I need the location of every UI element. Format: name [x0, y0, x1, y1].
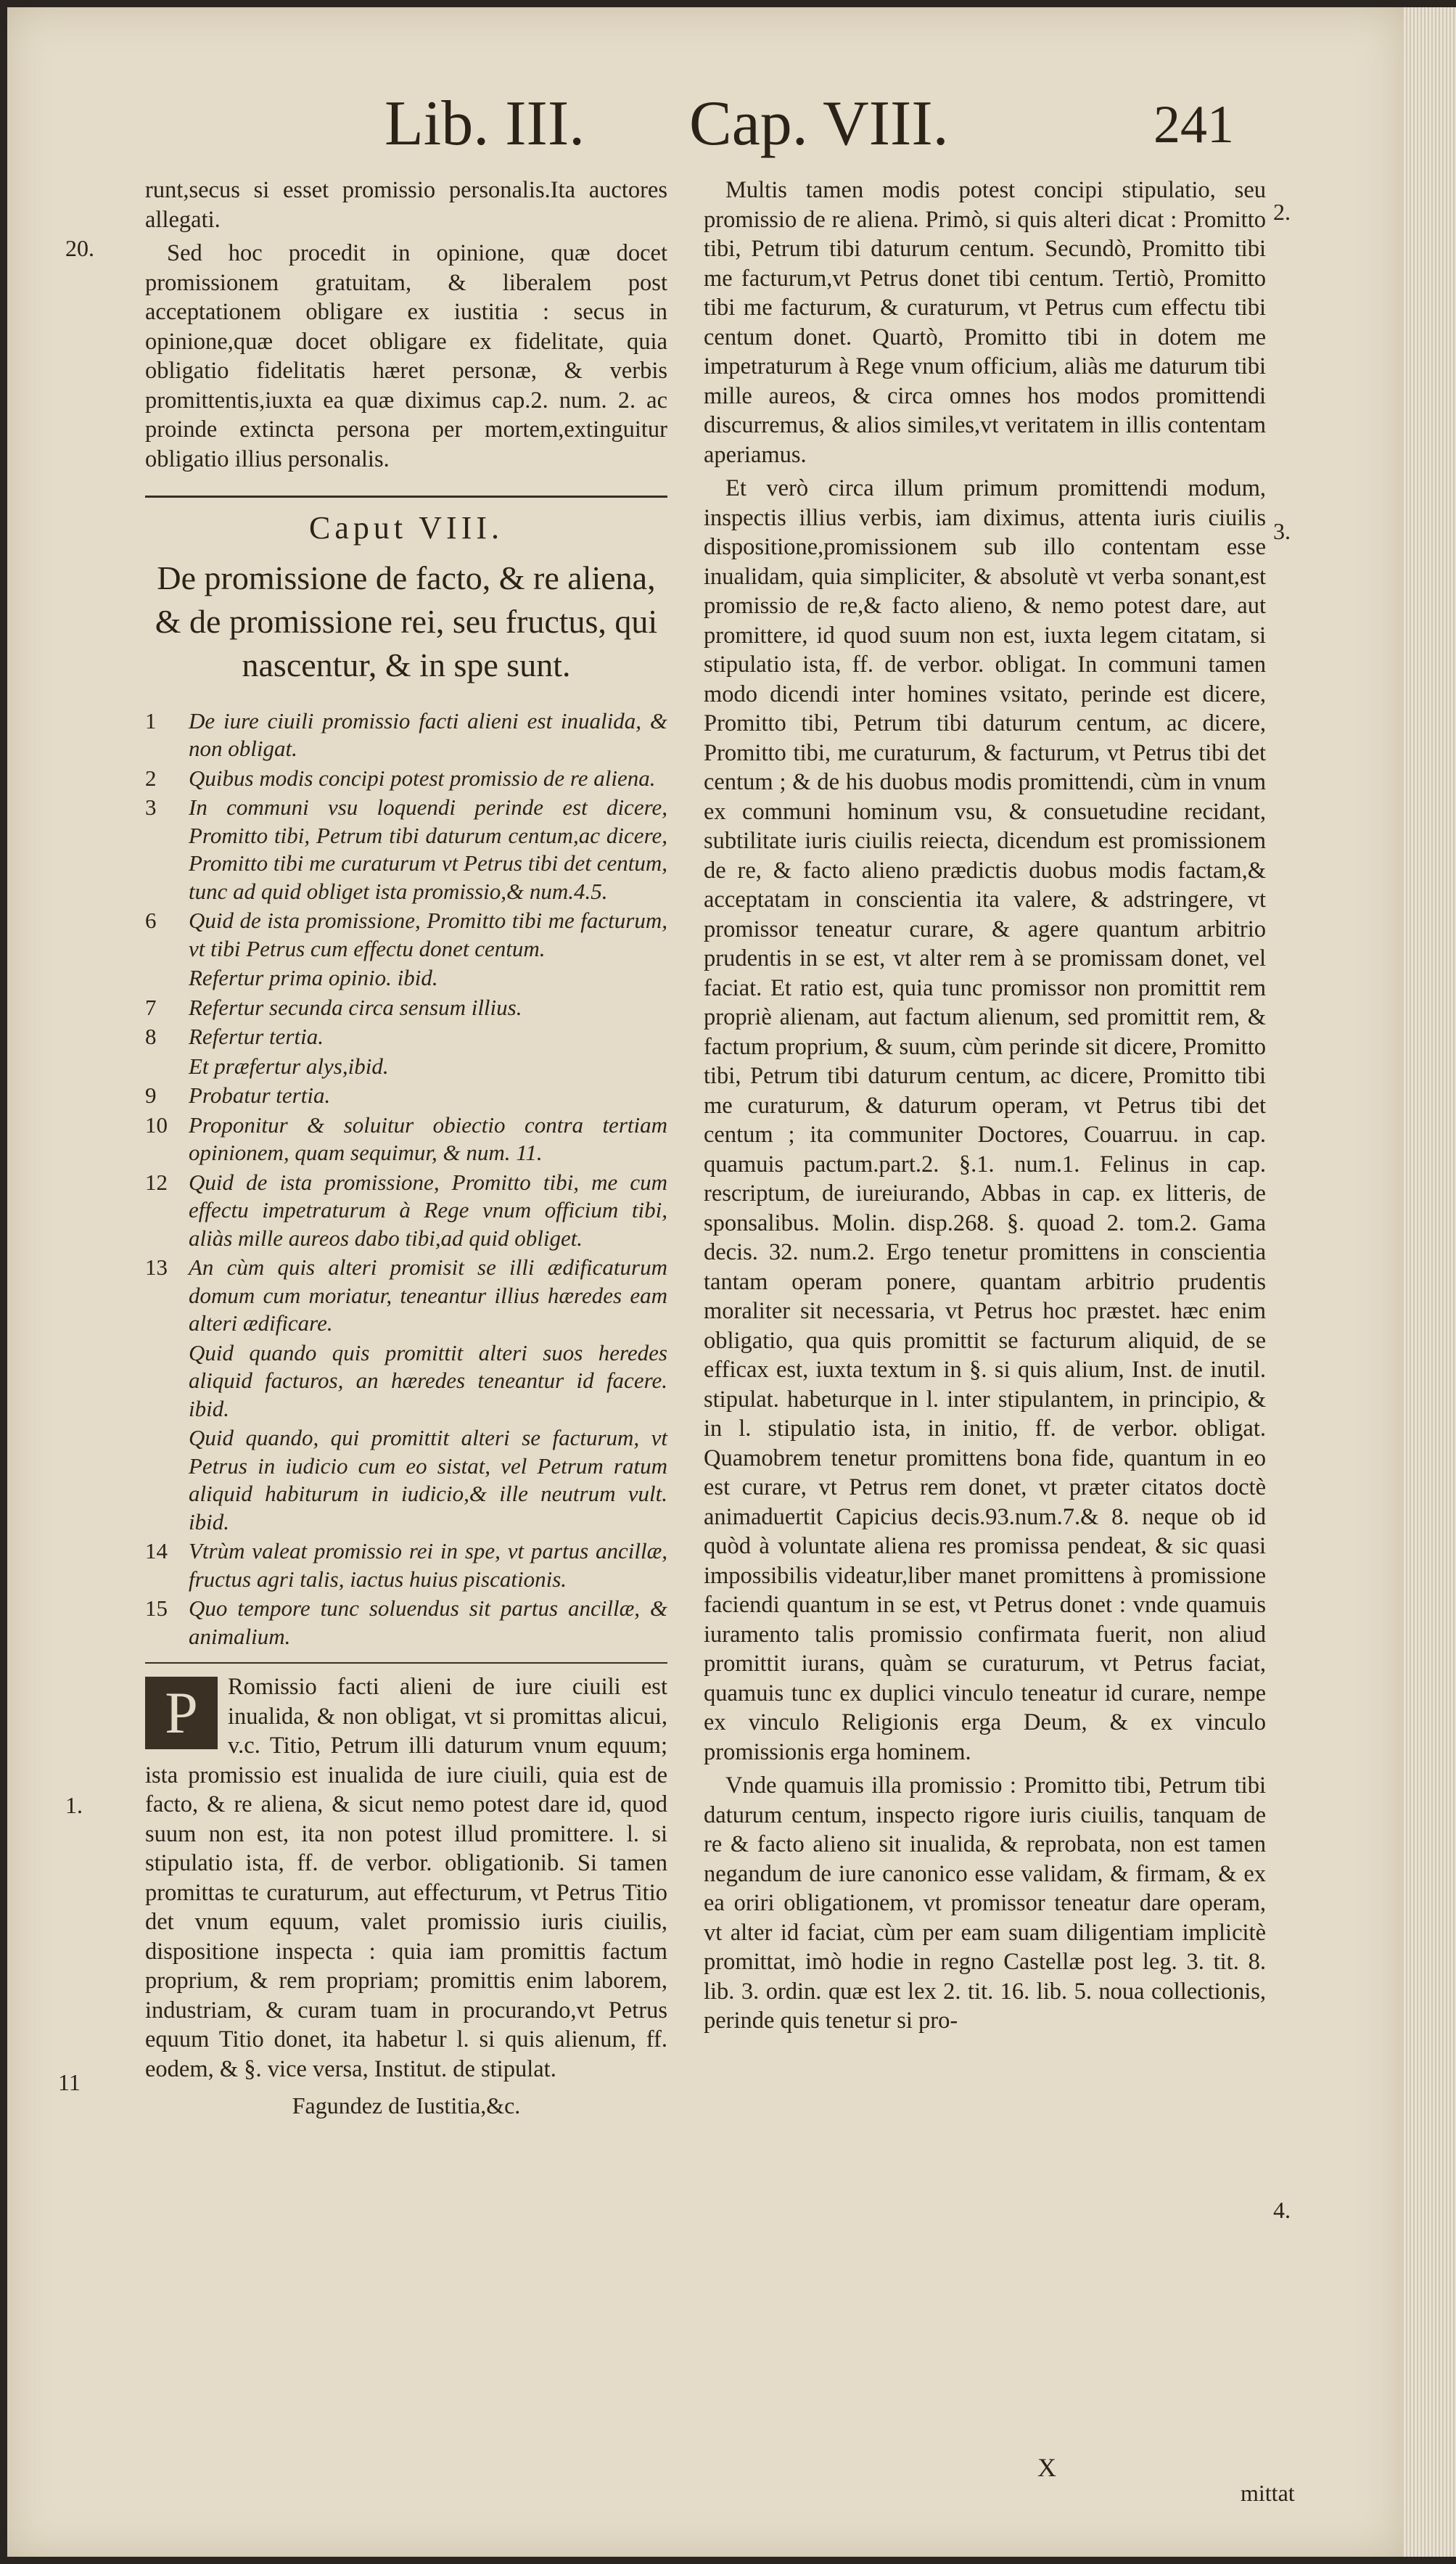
- summary-item: Et præfertur alys,ibid.: [189, 1053, 389, 1079]
- margin-number-4: 4.: [1273, 2197, 1291, 2223]
- page-edges: [1404, 7, 1456, 2557]
- section-rule: [145, 496, 667, 498]
- catchword: mittat: [1241, 2480, 1295, 2506]
- margin-number-3: 3.: [1273, 518, 1291, 544]
- paragraph-20: Sed hoc procedit in opinione, quæ docet promissionem gratuitam, & liberalem post acceptationem obligare ex iustitia : secus in opinione,quæ docet obligare ex fidelitate, quia obligatio fidelitatis hæret personæ, & verbis promittentis,iuxta ea quæ diximus cap.2. num. 2. ac proinde extincta persona per mortem,extinguitur obligatio illius personalis.: [145, 240, 667, 472]
- summary-item: Quid quando, qui promittit alteri se facturum, vt Petrus in iudicio cum eo sistat, vel Petrum ratum aliquid habiturum in iudicio,& ille neutrum vult. ibid.: [189, 1425, 667, 1534]
- summary-item: Quid quando quis promittit alteri suos heredes aliquid facturos, an hæredes teneantur id facere. ibid.: [189, 1339, 667, 1421]
- paragraph-1: [145, 1672, 667, 2084]
- page-number: 241: [1153, 95, 1234, 155]
- summary-item: Refertur prima opinio. ibid.: [189, 965, 438, 990]
- chapter-number: Cap. VIII.: [689, 89, 949, 159]
- running-header: [7, 87, 1404, 167]
- summary-rule: [145, 1662, 667, 1664]
- summary-item: 9 Probatur tertia.: [145, 1082, 331, 1108]
- summary-item: 1 De iure ciuili promissio facti alieni est inualida, & non obligat.: [145, 707, 667, 761]
- book-number: Lib. III.: [384, 89, 585, 159]
- left-column: [145, 176, 667, 2121]
- summary-item: 13 An cùm quis alteri promisit se illi ædificaturum domum cum moriatur, teneantur illius hæredes eam alteri ædificare.: [145, 1254, 667, 1336]
- summary-item: 3 In communi vsu loquendi perinde est dicere, Promitto tibi, Petrum tibi daturum centum,ac dicere, Promitto tibi me curaturum vt Petrus tibi det centum, tunc ad quid obliget ista promissio,& num.4.5.: [145, 794, 667, 904]
- margin-number-11: 11: [58, 2069, 81, 2095]
- chapter-title: De promissione de facto, & re aliena, & de promissione rei, seu fructus, qui nascentur, & in spe sunt.: [155, 559, 658, 683]
- paragraph-1-text: Romissio facti alieni de iure ciuili est inualida, & non obligat, vt si promittas alicui, v.c. Titio, Petrum illi daturum vnum equum; ista promissio est inualida de iure ciuili, quia est de facto, & re aliena, & sicut nemo potest dare id, quod suum non est, ita non potest illud promittere. l. si stipulatio ista, ff. de verbor. obligationib. Si tamen promittas te curaturum, aut effecturum, vt Petrus Titio det vnum equum, valet promissio iuris ciuilis, dispositione inspecta : quia iam promittis factum proprium, & rem propriam; promittis enim laborem, industriam, & curam tuam in procurando,vt Petrus equum Titio donet, ita habetur l. si quis alienum, ff. eodem, & §. vice versa, Institut. de stipulat.: [145, 1674, 667, 2082]
- drop-cap: P: [145, 1677, 218, 1749]
- margin-number-20: 20.: [65, 235, 94, 261]
- summary-item: 12 Quid de ista promissione, Promitto tibi, me cum effectu impetraturum à Rege vnum officium tibi, aliàs mille aureos dabo tibi,ad quid obliget.: [145, 1169, 667, 1251]
- chapter-summary: [145, 707, 667, 1651]
- summary-item: 7 Refertur secunda circa sensum illius.: [145, 994, 522, 1020]
- margin-number-1: 1.: [65, 1792, 83, 1818]
- paragraph-4: Vnde quamuis illa promissio : Promitto tibi, Petrum tibi daturum centum, inspecto rigore iuris ciuilis, tanquam de re & facto alieno sit inualida, & reprobata, non est tamen negandum de iure canonico esse validam, & firmam, & ex ea oriri obligationem, vt promissor teneatur dare operam, vt alter id faciat, cùm per eam suam diligentiam implicitè promittat, imò hodie in regno Castellæ post leg. 3. tit. 8. lib. 3. ordin. quæ est lex 2. tit. 16. lib. 5. noua collectionis, perinde quis tenetur si pro-: [704, 1772, 1266, 2034]
- right-column: [704, 176, 1266, 2040]
- summary-item: 15 Quo tempore tunc soluendus sit partus ancillæ, & animalium.: [145, 1595, 667, 1649]
- summary-item: 14 Vtrùm valeat promissio rei in spe, vt partus ancillæ, fructus agri talis, iactus huius piscationis.: [145, 1538, 667, 1592]
- footer-title: Fagundez de Iustitia,&c.: [292, 2092, 521, 2119]
- chapter-heading: Caput VIII.: [308, 510, 504, 546]
- book-page: [7, 7, 1404, 2557]
- paragraph-3: Et verò circa illum primum promittendi modum, inspectis illius verbis, iam diximus, attenta iuris ciuilis dispositione,promissionem sub illo contentam esse inualidam, quia simpliciter, & absolutè vt verba sonant,est promissio de re,& facto alieno, & nemo potest dare, aut promittere, id quod suum non est, iuxta legem citatam, si stipulatio ista, ff. de verbor. obligat. In communi tamen modo dicendi inter homines vsitato, perinde est dicere, Promitto tibi, Petrum tibi daturum centum, ac dicere, Promitto tibi, me curaturum, & facturum, vt Petrus tibi det centum ; & de his duobus modis promittendi, cùm in vnum ex communi hominum vsu, & consuetudine recidant, subtilitate iuris ciuilis reiecta, dicendum est promissionem de re, & facto alieno prædictis duobus modis factam,& acceptatam in conscientia ita valere, & adstringere, vt promissor teneatur curare, & agere quantum arbitrio prudentis in se est, vt alter rem à se promissam donet, vel faciat. Et ratio est, quia tunc promissor non promittit rem propriè alienam, aut factum alienum, sed promittit rem, & factum proprium, & suum, cùm perinde sit dicere, Promitto tibi, Petrum tibi daturum centum, ac dicere, Promitto tibi me curaturum, & daturum operam, vt Petrus tibi det centum ; ita communiter Doctores, Couarruu. in cap. quamuis pactum.part.2. §.1. num.1. Felinus in cap. rescriptum, de iureiurando, Abbas in cap. ex litteris, de sponsalibus. Molin. disp.268. §. quoad 2. tom.2. Gama decis. 32. num.2. Ergo tenetur promittens in conscientia tantam operam ponere, quantam arbitrio prudentis moraliter sit necessaria, vt Petrus hoc præstet. hæc enim obligatio, qua quis promittit se facturum aliquid, de se efficax est, iuxta textum in §. si quis alium, Inst. de inutil. stipulat. habeturque in l. inter stipulantem, in principio, & in l. stipulatio ista, in initio, ff. de verbor. obligat. Quamobrem tenetur promittens bona fide, quantum in eo est curare, vt Petrus rem donet, vt præter citatos doctè animaduertit Capicius decis.93.num.7.& 8. neque ob id quòd à voluntate aliena res promissa pendeat, & sic quasi impossibilis videatur,liber manet promittens à promissione faciendi quantum in se est, vt Petrus donet : vnde quamuis iuramento talis promissio confirmata fuerit, non aliud promittit iurans, quàm se curaturum, vt Petrus faciat, quamuis tunc ex duplici vinculo teneatur id curare, nempe ex vinculo Religionis erga Deum, & ex vinculo promissionis erga hominem.: [704, 475, 1266, 1765]
- paragraph-2: Multis tamen modis potest concipi stipulatio, seu promissio de re aliena. Primò, si quis alteri dicat : Promitto tibi, Petrum tibi daturum centum. Secundò, Promitto tibi me facturum,vt Petrus donet tibi centum. Tertiò, Promitto tibi me facturum, & curaturum, vt Petrus cum effectu tibi centum donet. Quartò, Promitto tibi in dotem me impetraturum à Rege vnum officium, aliàs me daturum tibi mille aureos, & circa omnes hos modos promittendi discurremus, & alios similes,vt veritatem in illis contentam aperiamus.: [704, 177, 1266, 468]
- summary-item: 6 Quid de ista promissione, Promitto tibi me facturum, vt tibi Petrus cum effectu donet centum.: [145, 908, 667, 961]
- signature-mark: X: [1037, 2453, 1056, 2482]
- summary-item: 8 Refertur tertia.: [145, 1024, 324, 1049]
- summary-item: 10 Proponitur & soluitur obiectio contra tertiam opinionem, quam sequimur, & num. 11.: [145, 1112, 667, 1165]
- margin-number-2: 2.: [1273, 199, 1291, 225]
- carry-over-text: runt,secus si esset promissio personalis.Ita auctores allegati.: [145, 177, 667, 233]
- summary-item: 2 Quibus modis concipi potest promissio de re aliena.: [145, 765, 656, 791]
